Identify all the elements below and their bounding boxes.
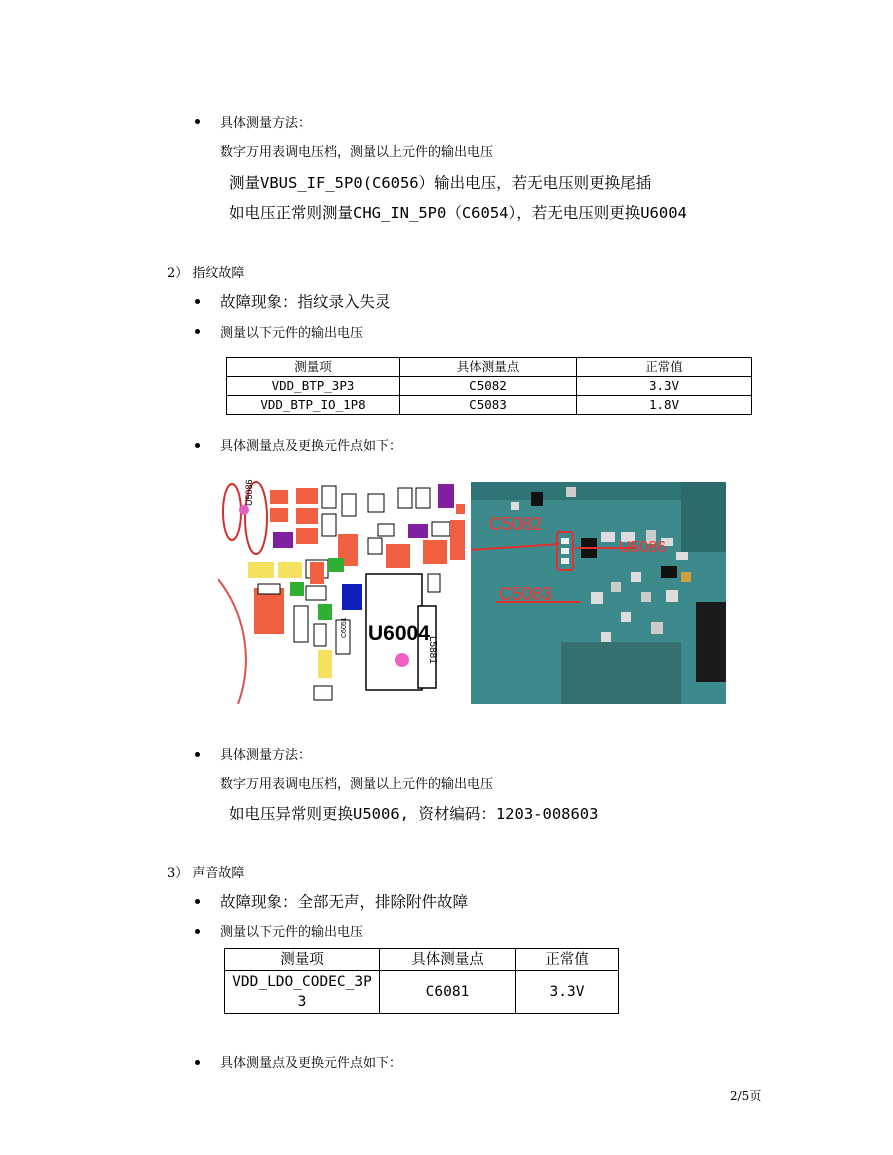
table-cell-text: VDD_LDO_CODEC_3P3 (232, 974, 372, 1010)
bullet-dot (195, 443, 200, 448)
method-line: 测量VBUS_IF_5P0(C6056）输出电压，若无电压则更换尾插 (229, 174, 652, 192)
table-cell: 1.8V (577, 396, 752, 415)
measure-intro: 测量以下元件的输出电压 (220, 925, 364, 940)
symptom-text: 故障现象：全部无声，排除附件故障 (220, 893, 469, 911)
table-row (225, 971, 619, 1014)
table-header: 正常值 (577, 358, 752, 377)
table-header: 测量项 (227, 358, 400, 377)
pcb-label: U5086 (619, 539, 667, 556)
points-intro: 具体测量点及更换元件点如下： (220, 1056, 403, 1071)
symptom-text: 故障现象：指纹录入失灵 (220, 293, 391, 311)
measurement-table (224, 948, 619, 1014)
pcb-label: L5881 (427, 636, 438, 664)
bullet-dot (195, 299, 200, 304)
pcb-label: U5086 (244, 479, 254, 506)
table-cell: VDD_BTP_3P3 (227, 377, 400, 396)
measure-intro: 测量以下元件的输出电压 (220, 326, 364, 341)
pcb-label: C5082 (489, 514, 543, 534)
section-heading: 2） 指纹故障 (167, 266, 245, 281)
bullet-dot (195, 752, 200, 757)
table-cell: 3.3V (577, 377, 752, 396)
method-line: 数字万用表调电压档，测量以上元件的输出电压 (220, 145, 494, 160)
pcb-layout-figure (218, 464, 465, 704)
measurement-table (226, 357, 752, 415)
bullet-dot (195, 1060, 200, 1065)
table-header-row (225, 949, 619, 971)
table-cell (225, 971, 380, 1014)
pcb-label: U6004 (368, 622, 430, 645)
method-line: 如电压异常则更换U5006, 资材编码：1203-008603 (229, 805, 599, 823)
table-header: 正常值 (516, 949, 619, 971)
table-cell: C5082 (400, 377, 577, 396)
table-header-row (227, 358, 752, 377)
method-heading: 具体测量方法： (220, 748, 312, 763)
method-line: 数字万用表调电压档，测量以上元件的输出电压 (220, 777, 494, 792)
table-header: 测量项 (225, 949, 380, 971)
table-header: 具体测量点 (400, 358, 577, 377)
method-line: 如电压正常则测量CHG_IN_5P0（C6054），若无电压则更换U6004 (229, 204, 687, 222)
table-cell: C5083 (400, 396, 577, 415)
bullet-dot (195, 899, 200, 904)
pcb-photo-figure (471, 482, 726, 704)
pcb-label: C5083 (499, 584, 553, 604)
table-row (227, 396, 752, 415)
pcb-layout-drawing (218, 464, 465, 704)
page-number: 2/5页 (730, 1089, 762, 1103)
table-header: 具体测量点 (380, 949, 516, 971)
bullet-dot (195, 929, 200, 934)
table-cell: C6081 (380, 971, 516, 1014)
pcb-label: C6051 (341, 617, 348, 638)
section-heading: 3） 声音故障 (167, 866, 245, 881)
bullet-dot (195, 119, 200, 124)
table-cell: VDD_BTP_IO_1P8 (227, 396, 400, 415)
bullet-dot (195, 329, 200, 334)
pcb-photo-drawing (471, 482, 726, 704)
table-cell: 3.3V (516, 971, 619, 1014)
method-heading: 具体测量方法： (220, 116, 312, 131)
points-intro: 具体测量点及更换元件点如下： (220, 439, 403, 454)
table-row (227, 377, 752, 396)
